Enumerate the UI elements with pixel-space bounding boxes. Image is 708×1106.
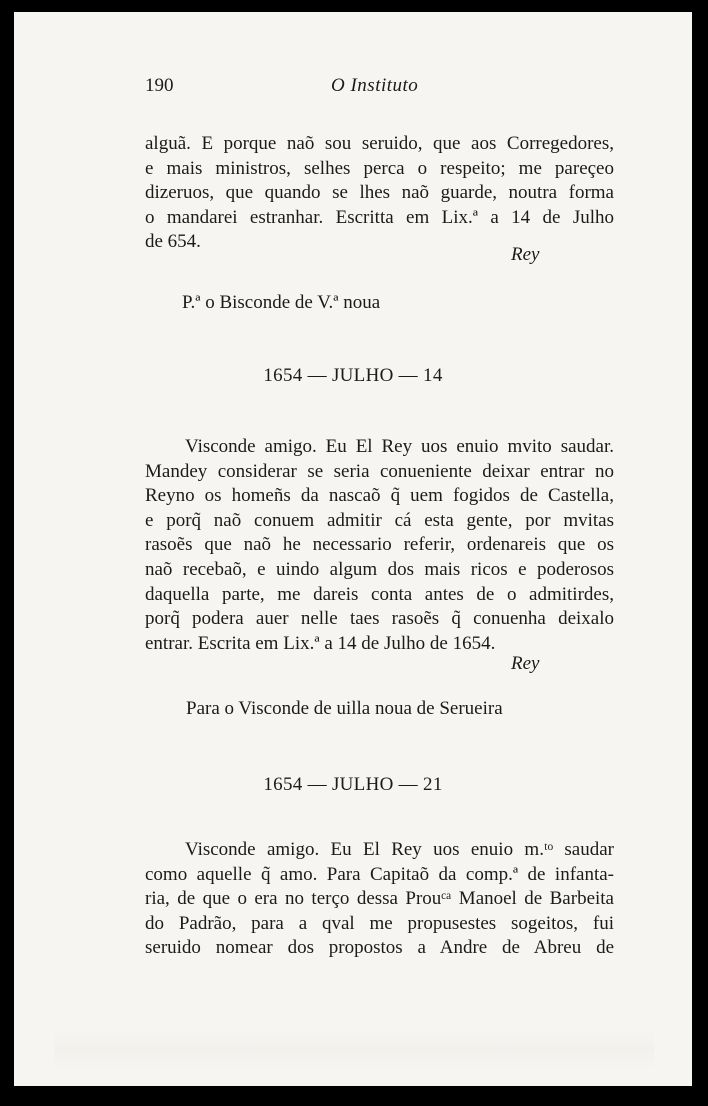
letter-2-address: Para o Visconde de uilla noua de Serueira <box>186 698 503 719</box>
document-page <box>14 12 692 1086</box>
letter-3-line: seruido nomear dos propostos a Andre de Abreu de <box>145 937 614 959</box>
letter-2-line: daquella parte, me dareis conta antes de o admitirdes, <box>145 583 614 605</box>
letter-2-line: e porq̃ naõ conuem admitir cá esta gente, por mvitas <box>145 509 614 531</box>
letter-1-signature: Rey <box>511 244 540 265</box>
letter-3-heading: 1654 — JULHO — 21 <box>263 774 443 795</box>
letter-1-body <box>145 132 614 255</box>
letter-1-address: P.ª o Bisconde de V.ª noua <box>182 292 381 313</box>
scan-artifact <box>54 1030 654 1070</box>
letter-3-line: como aquelle q̃ amo. Para Capitaõ da comp.ª de infanta- <box>145 863 614 885</box>
letter-1-line: de 654. <box>145 231 201 253</box>
page-number: 190 <box>145 75 174 96</box>
letter-2-line: rasoẽs que naõ he necessario referir, ordenareis que os <box>145 534 614 556</box>
letter-3-line: ria, de que o era no terço dessa Prouᶜᵃ Manoel de Barbeita <box>145 888 614 910</box>
letter-3-line: do Padrão, para a qval me propusestes sogeitos, fui <box>145 912 614 934</box>
letter-1-line: alguã. E porque naõ sou seruido, que aos Corregedores, <box>145 133 614 154</box>
letter-2-line: porq̃ podera auer nelle taes rasoẽs q̃ conuenha deixalo <box>145 608 614 630</box>
letter-2-line: Visconde amigo. Eu El Rey uos enuio mvito saudar. <box>185 436 614 457</box>
letter-3-line: Visconde amigo. Eu El Rey uos enuio m.ᵗᵒ saudar <box>185 839 614 860</box>
letter-2-line: naõ recebaõ, e uindo algum dos mais ricos e poderosos <box>145 558 614 580</box>
letter-1-line: e mais ministros, selhes perca o respeito; me pareçeo <box>145 157 614 179</box>
letter-2-line: Reyno os homeñs da nascaõ q̃ uem fogidos de Castella, <box>145 485 614 507</box>
letter-2-heading: 1654 — JULHO — 14 <box>263 365 443 386</box>
letter-1-line: o mandarei estranhar. Escritta em Lix.ª a 14 de Julho <box>145 206 614 228</box>
letter-2-line: entrar. Escrita em Lix.ª a 14 de Julho de 1654. <box>145 632 496 654</box>
running-title: O Instituto <box>331 75 419 96</box>
letter-2-line: Mandey considerar se seria conueniente deixar entrar no <box>145 460 614 482</box>
letter-2-signature: Rey <box>511 653 540 674</box>
letter-2-body <box>145 435 614 656</box>
letter-1-line: dizeruos, que quando se lhes naõ guarde, noutra forma <box>145 182 614 204</box>
letter-3-body <box>145 838 614 961</box>
